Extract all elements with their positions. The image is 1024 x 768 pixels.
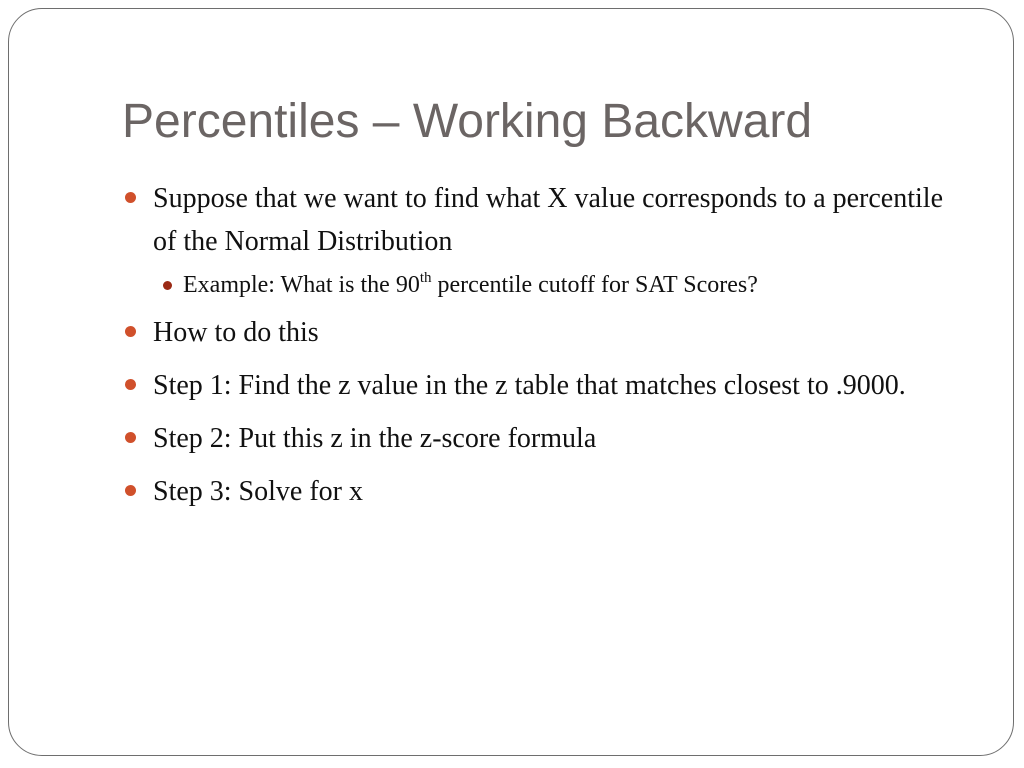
sub-bullet-suffix: percentile cutoff for SAT Scores?	[431, 272, 758, 298]
sub-bullet-dot-icon	[163, 281, 172, 290]
slide-title: Percentiles – Working Backward	[122, 95, 813, 148]
bullet-dot-icon	[125, 485, 136, 496]
sub-bullet-item	[153, 269, 963, 301]
sub-bullet-prefix: Example: What is the 90	[183, 272, 420, 298]
bullet-item	[123, 177, 963, 301]
bullet-dot-icon	[125, 192, 136, 203]
bullet-item	[123, 311, 963, 354]
bullet-text: How to do this	[153, 317, 319, 348]
sub-bullet-superscript: th	[419, 270, 432, 286]
bullet-item	[123, 364, 963, 407]
bullet-item	[123, 417, 963, 460]
bullet-dot-icon	[125, 432, 136, 443]
bullet-text: Step 2: Put this z in the z-score formula	[153, 423, 597, 454]
bullet-text: Suppose that we want to find what X value corresponds to a percentile of the Normal Distribution	[153, 183, 944, 257]
bullet-text: Step 3: Solve for x	[153, 476, 363, 507]
bullet-dot-icon	[125, 379, 136, 390]
bullet-dot-icon	[125, 326, 136, 337]
bullet-list	[123, 177, 963, 523]
bullet-item	[123, 470, 963, 513]
slide-frame	[8, 8, 1014, 756]
bullet-text: Step 1: Find the z value in the z table that matches closest to .9000.	[153, 370, 906, 401]
